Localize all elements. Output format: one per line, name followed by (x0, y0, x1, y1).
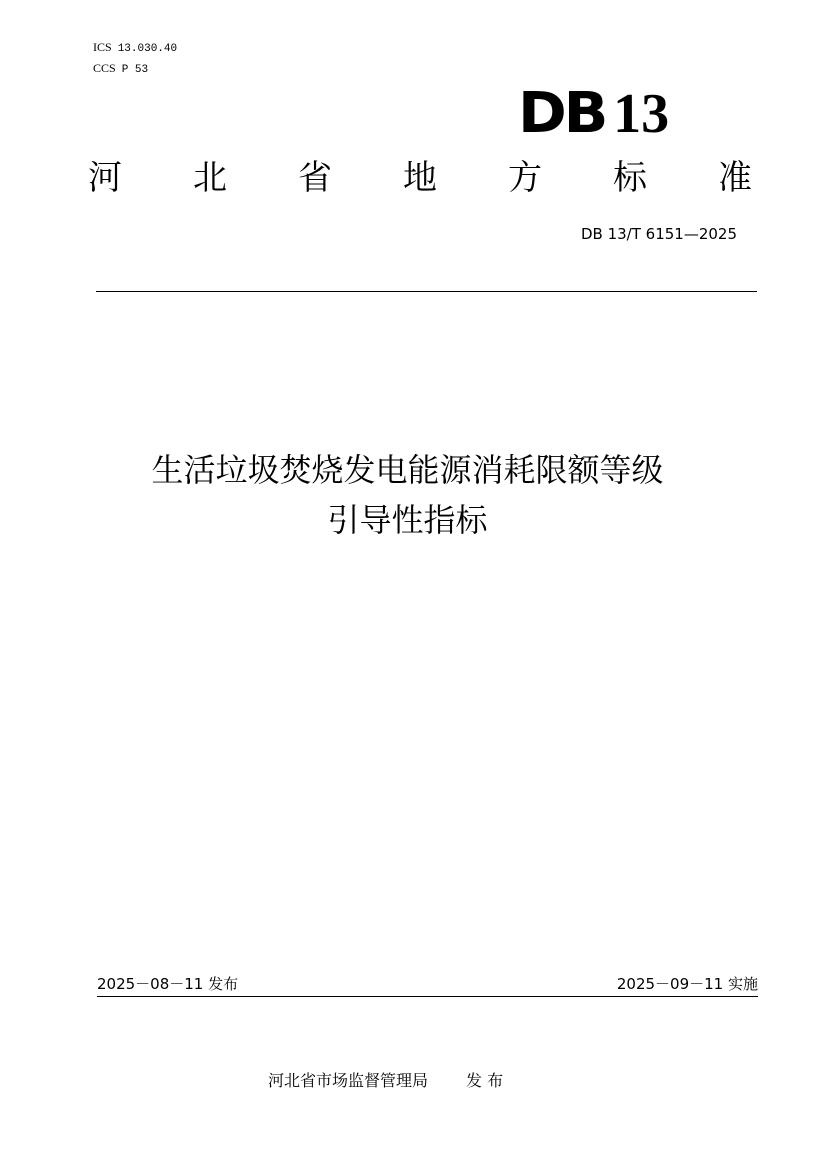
db-logo (518, 81, 670, 146)
standard-number: DB 13/T 6151—2025 (580, 225, 737, 243)
issue-date: 2025－08－11 发布 (97, 975, 239, 993)
db-logo-letters: DB (518, 81, 606, 146)
standard-type-char: 标 (613, 158, 647, 198)
standard-type-char: 地 (403, 158, 437, 198)
document-title (0, 445, 815, 545)
publisher-action: 发 布 (466, 1071, 504, 1090)
document-title-line2: 引导性指标 (327, 501, 488, 539)
publisher-name: 河北省市场监督管理局 (268, 1071, 429, 1090)
ics-classification (93, 40, 177, 56)
standard-type-char: 北 (193, 158, 227, 198)
ccs-code: P 53 (121, 64, 149, 76)
ics-label: ICS (93, 40, 112, 54)
document-title-line1: 生活垃圾焚烧发电能源消耗限额等级 (151, 451, 664, 489)
standard-type-char: 准 (718, 158, 752, 198)
db-logo-number: 13 (613, 83, 670, 145)
standard-type-char: 河 (88, 158, 122, 198)
ccs-classification (93, 61, 148, 77)
date-row (97, 974, 758, 997)
standard-type-char: 省 (298, 158, 332, 198)
publisher (268, 1070, 503, 1092)
header-divider (96, 291, 757, 292)
implementation-date: 2025－09－11 实施 (616, 975, 758, 993)
standard-type-heading (88, 155, 752, 201)
ccs-label: CCS (93, 61, 116, 75)
standard-type-char: 方 (508, 158, 542, 198)
ics-code: 13.030.40 (117, 43, 178, 55)
